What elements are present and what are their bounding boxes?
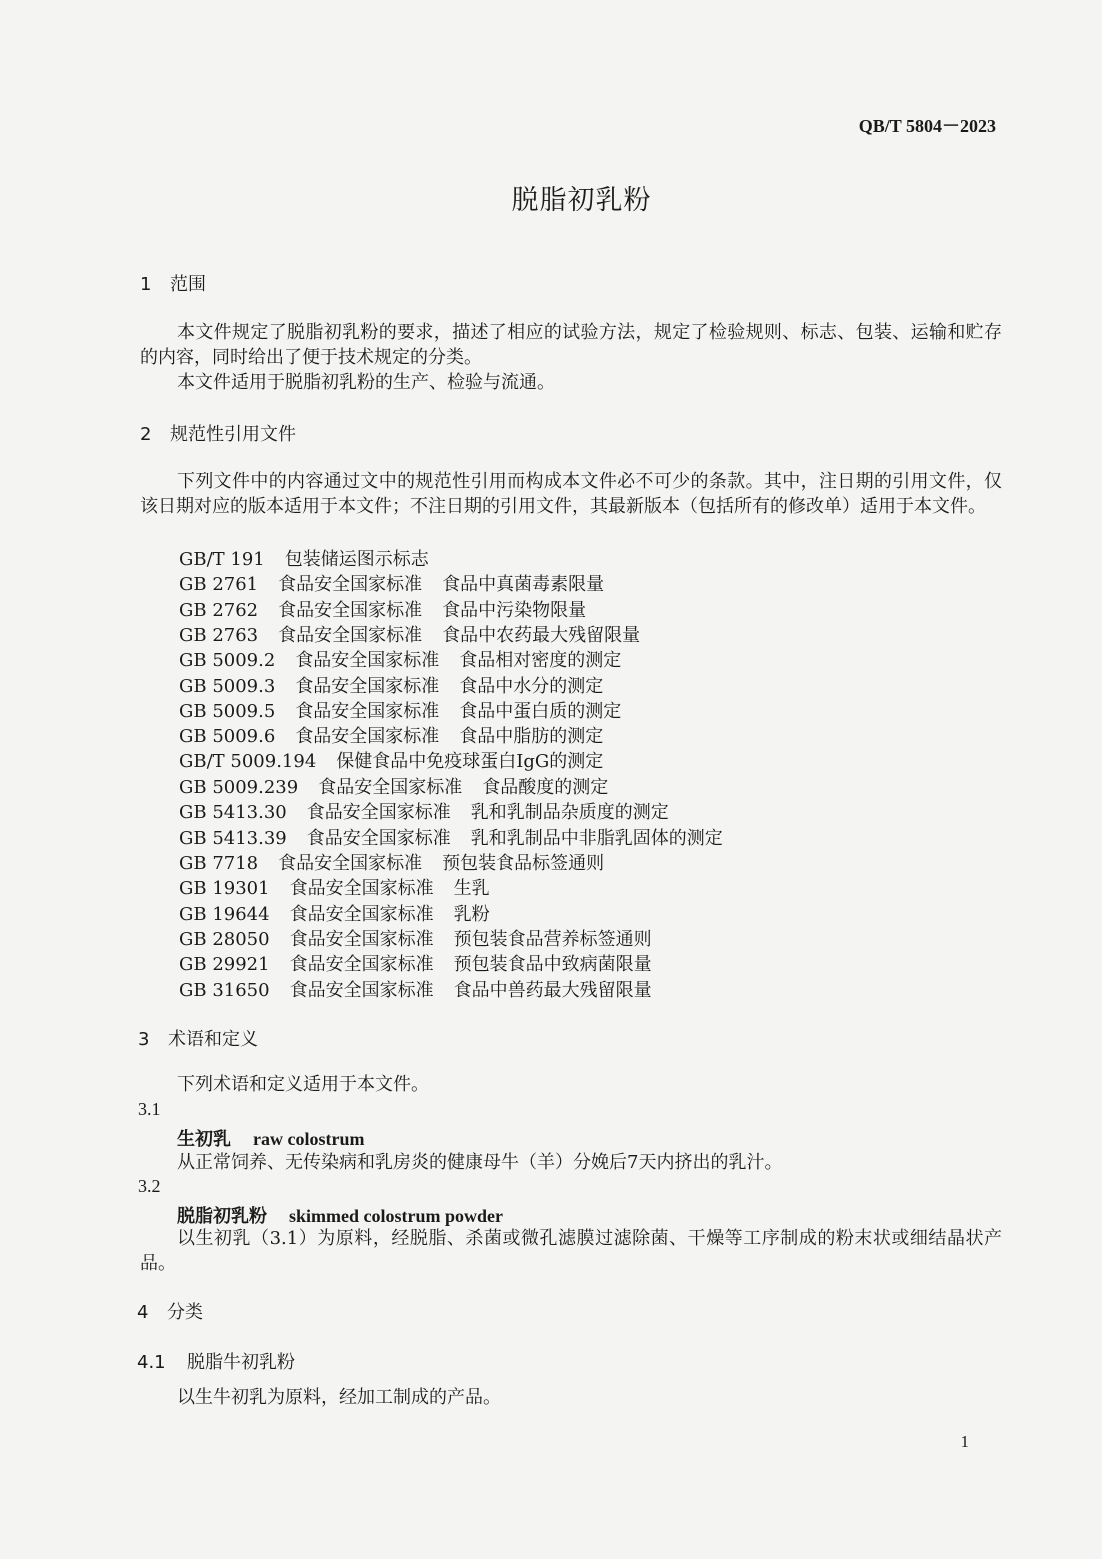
reference-title: 食品安全国家标准	[278, 600, 423, 621]
reference-title: 食品安全国家标准	[278, 625, 423, 646]
subsection-title: 脱脂牛初乳粉	[187, 1352, 295, 1373]
reference-code: GB 5009.3	[179, 676, 276, 697]
reference-title: 食品安全国家标准	[295, 676, 440, 697]
subsection-number: 4.1	[137, 1352, 166, 1373]
section-number: 1	[140, 274, 152, 295]
reference-code: GB 31650	[179, 980, 270, 1001]
reference-subtitle: 食品中水分的测定	[459, 676, 604, 697]
reference-code: GB 5009.2	[179, 650, 276, 671]
term-english: skimmed colostrum powder	[289, 1206, 503, 1226]
term-definition: 从正常饲养、无传染病和乳房炎的健康母牛（羊）分娩后7天内挤出的乳汁。	[177, 1152, 783, 1173]
reference-title: 包装储运图示标志	[284, 549, 429, 570]
reference-title: 食品安全国家标准	[289, 929, 434, 950]
section-4-heading	[137, 1298, 203, 1324]
term-heading	[177, 1202, 503, 1228]
term-number: 3.2	[138, 1176, 161, 1196]
reference-subtitle: 乳和乳制品杂质度的测定	[470, 802, 669, 823]
reference-code: GB 28050	[179, 929, 270, 950]
subsection-4-1-heading	[137, 1348, 295, 1374]
reference-code: GB 5413.39	[179, 828, 287, 849]
reference-item	[179, 925, 652, 951]
reference-item	[179, 570, 604, 596]
reference-title: 食品安全国家标准	[295, 726, 440, 747]
page-number: 1	[960, 1432, 969, 1451]
reference-code: GB 2763	[179, 625, 259, 646]
reference-item	[179, 672, 603, 698]
section-1-paragraph-2: 本文件适用于脱脂初乳粉的生产、检验与流通。	[177, 372, 555, 393]
term-english: raw colostrum	[253, 1129, 365, 1149]
reference-subtitle: 食品中真菌毒素限量	[442, 574, 605, 595]
reference-subtitle: 生乳	[453, 878, 490, 899]
reference-title: 食品安全国家标准	[289, 954, 434, 975]
reference-item	[179, 697, 621, 723]
section-3-heading	[138, 1025, 258, 1051]
reference-subtitle: 食品中蛋白质的测定	[459, 701, 622, 722]
section-1-heading	[140, 270, 206, 296]
reference-code: GB/T 191	[179, 549, 265, 570]
term-heading	[177, 1125, 364, 1151]
reference-title: 食品安全国家标准	[318, 777, 463, 798]
document-title: 脱脂初乳粉	[511, 185, 652, 216]
reference-item	[179, 596, 586, 622]
reference-code: GB 19301	[179, 878, 270, 899]
standard-code: QB/T 5804－2023	[858, 116, 996, 136]
reference-subtitle: 食品中兽药最大残留限量	[453, 980, 652, 1001]
reference-code: GB 5413.30	[179, 802, 287, 823]
reference-code: GB 5009.6	[179, 726, 276, 747]
section-2-heading	[140, 420, 296, 446]
reference-item	[179, 747, 623, 773]
reference-item	[179, 824, 723, 850]
reference-code: GB 2762	[179, 600, 259, 621]
reference-subtitle: 食品酸度的测定	[482, 777, 609, 798]
reference-title: 食品安全国家标准	[289, 904, 434, 925]
reference-item	[179, 874, 490, 900]
section-number: 3	[138, 1029, 150, 1050]
term-definition: 以生初乳（3.1）为原料，经脱脂、杀菌或微孔滤膜过滤除菌、干燥等工序制成的粉末状或细结晶状产品。	[140, 1228, 1002, 1274]
term-chinese: 生初乳	[177, 1129, 231, 1150]
reference-title: 食品安全国家标准	[278, 574, 423, 595]
reference-item	[179, 621, 640, 647]
reference-item	[179, 773, 608, 799]
reference-subtitle: 食品中污染物限量	[442, 600, 587, 621]
section-title: 范围	[170, 274, 206, 295]
reference-item	[179, 798, 669, 824]
reference-code: GB 7718	[179, 853, 259, 874]
section-3-paragraph-1: 下列术语和定义适用于本文件。	[177, 1074, 429, 1095]
term-number: 3.1	[138, 1099, 161, 1119]
reference-code: GB 2761	[179, 574, 259, 595]
section-title: 规范性引用文件	[170, 424, 296, 445]
section-title: 分类	[167, 1302, 203, 1323]
reference-subtitle: 食品相对密度的测定	[459, 650, 622, 671]
reference-subtitle: 预包装食品营养标签通则	[453, 929, 652, 950]
reference-title: 食品安全国家标准	[278, 853, 423, 874]
term-chinese: 脱脂初乳粉	[177, 1206, 267, 1227]
section-1-paragraph-1: 本文件规定了脱脂初乳粉的要求，描述了相应的试验方法，规定了检验规则、标志、包装、运输和贮存的内容，同时给出了便于技术规定的分类。	[140, 322, 1002, 368]
reference-item	[179, 900, 490, 926]
reference-title: 食品安全国家标准	[289, 878, 434, 899]
section-number: 4	[137, 1302, 149, 1323]
subsection-4-1-paragraph: 以生牛初乳为原料，经加工制成的产品。	[177, 1387, 501, 1408]
section-number: 2	[140, 424, 152, 445]
reference-subtitle: 乳和乳制品中非脂乳固体的测定	[470, 828, 723, 849]
reference-item	[179, 950, 652, 976]
reference-code: GB 19644	[179, 904, 270, 925]
reference-code: GB 5009.5	[179, 701, 276, 722]
reference-title: 食品安全国家标准	[295, 701, 440, 722]
reference-title: 食品安全国家标准	[306, 802, 451, 823]
section-2-paragraph-1: 下列文件中的内容通过文中的规范性引用而构成本文件必不可少的条款。其中，注日期的引用文件，仅该日期对应的版本适用于本文件；不注日期的引用文件，其最新版本（包括所有的修改单）适用于本文件。	[140, 471, 1002, 517]
reference-title: 保健食品中免疫球蛋白IgG的测定	[336, 751, 604, 772]
reference-subtitle: 乳粉	[453, 904, 490, 925]
reference-subtitle: 预包装食品中致病菌限量	[453, 954, 652, 975]
reference-title: 食品安全国家标准	[306, 828, 451, 849]
reference-item	[179, 545, 449, 571]
reference-title: 食品安全国家标准	[289, 980, 434, 1001]
section-title: 术语和定义	[168, 1029, 258, 1050]
reference-item	[179, 722, 603, 748]
reference-item	[179, 849, 604, 875]
reference-code: GB 5009.239	[179, 777, 299, 798]
reference-title: 食品安全国家标准	[295, 650, 440, 671]
reference-item	[179, 976, 652, 1002]
reference-subtitle: 食品中脂肪的测定	[459, 726, 604, 747]
reference-item	[179, 646, 621, 672]
reference-code: GB 29921	[179, 954, 270, 975]
reference-code: GB/T 5009.194	[179, 751, 317, 772]
reference-subtitle: 食品中农药最大残留限量	[442, 625, 641, 646]
reference-subtitle: 预包装食品标签通则	[442, 853, 605, 874]
